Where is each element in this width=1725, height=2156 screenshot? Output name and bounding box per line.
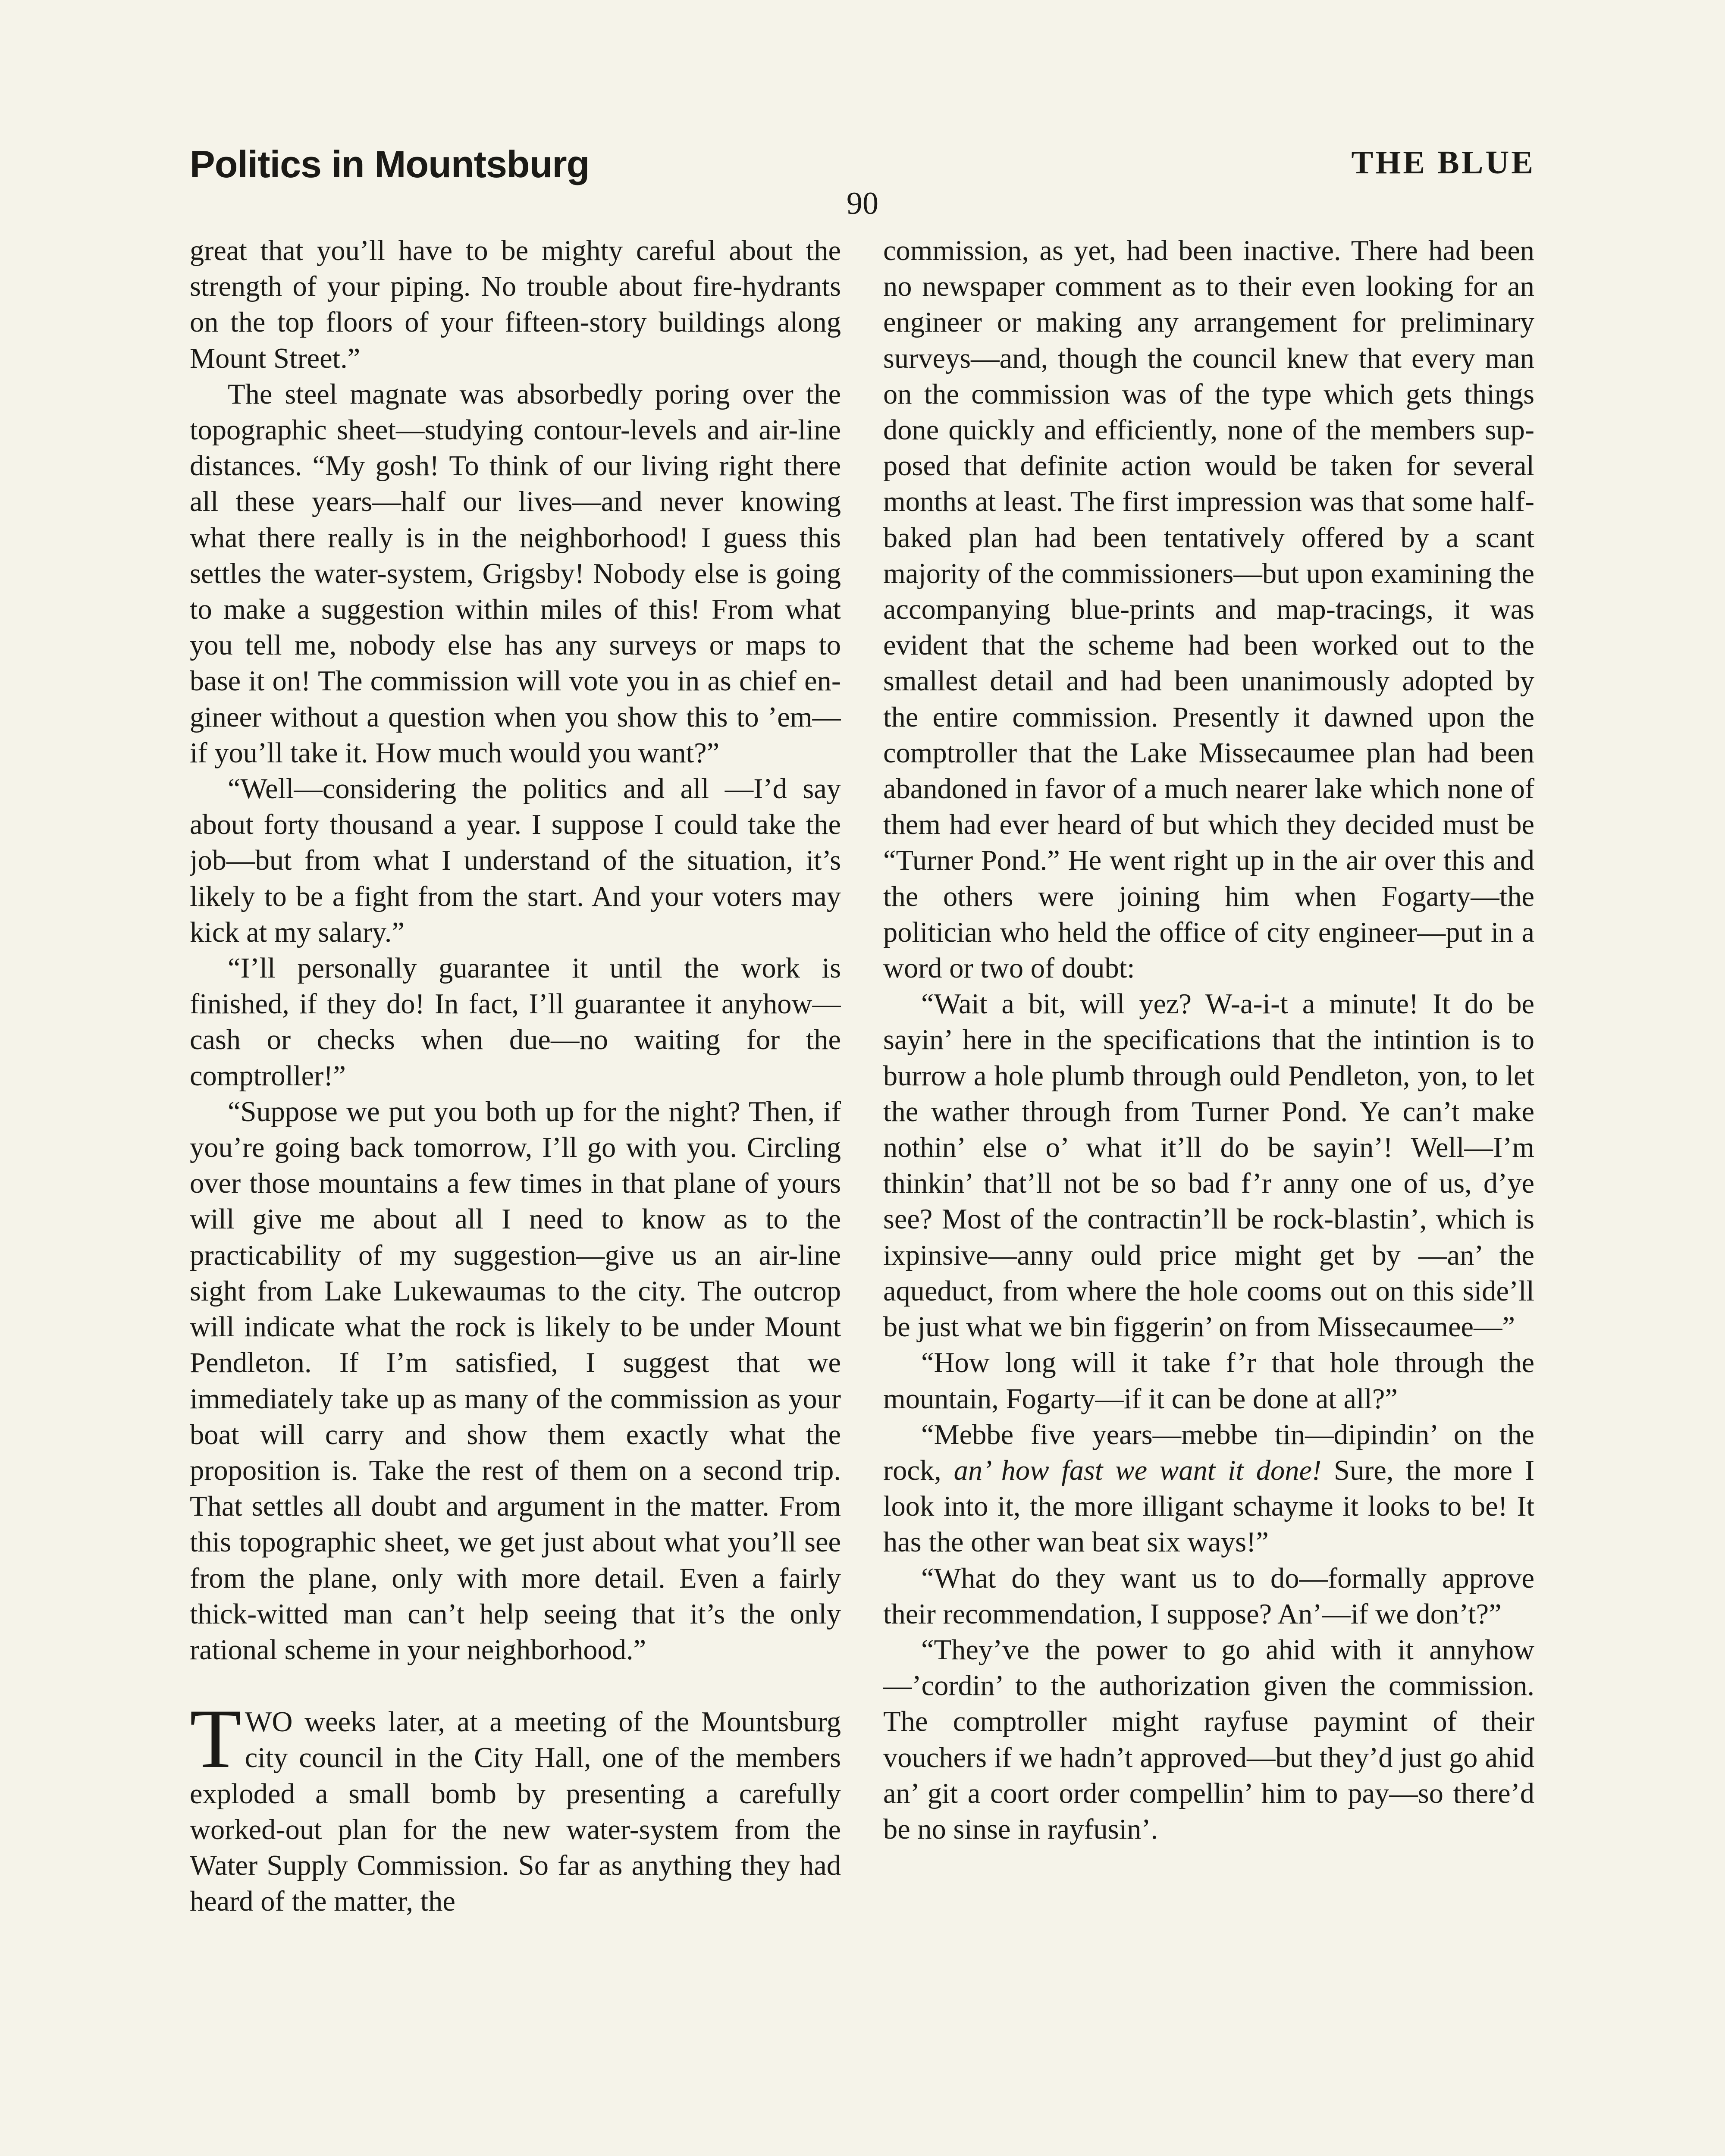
paragraph: “Suppose we put you both up for the night? Then, if you’re going back tomorrow, I’ll go with you. Circling over those mountains a few times in that plane of yours will give me about all I need to know as to the practicability of my suggestion—give us an air-line sight from Lake Lukewaumas to the city. The outcrop will indicate what the rock is likely to be under Mount Pendleton. If I’m satisfied, I suggest that we immediately take up as many of the commission as your boat will carry and show them exactly what the proposition is. Take the rest of them on a second trip. That settles all doubt and argument in the matter. From this topographic sheet, we get just about what you’ll see from the plane, only with more detail. Even a fairly thick-witted man can’t help seeing that it’s the only rational scheme in your neighborhood.” xyxy=(190,1096,841,1666)
drop-cap: T xyxy=(190,1692,242,1786)
paragraph: great that you’ll have to be mighty careful about the strength of your piping. No trouble about fire-hydrants on the top floors of your fifteen-story buildings along Mount Street.” xyxy=(190,235,841,374)
italic-text-run: an’ how fast we want it done! xyxy=(953,1454,1322,1486)
paragraph: “What do they want us to do—formally approve their recommendation, I suppose? An’—if we don’t?” xyxy=(883,1562,1534,1630)
page-number: 90 xyxy=(847,186,878,221)
paragraph: “How long will it take f’r that hole through the mountain, Fogarty—if it can be done at all?” xyxy=(883,1347,1534,1415)
section-start-paragraph xyxy=(190,1692,841,1919)
text-run: Sure, the more I look into it, the more illigant schayme it looks to be! It has the other wan beat six ways!” xyxy=(883,1454,1534,1558)
paragraph: “I’ll personally guarantee it until the work is finished, if they do! In fact, I’ll guarantee it anyhow—cash or checks when due—no waiting for the comptroller!” xyxy=(190,953,841,1092)
left-column xyxy=(190,233,841,2156)
article-title: Politics in Mountsburg xyxy=(190,143,590,185)
paragraph xyxy=(883,1417,1534,1561)
paragraph: “Wait a bit, will yez? W-a-i-t a minute! It do be sayin’ here in the specifications that the intintion is to burrow a hole plumb through ould Pendleton, yon, to let the wather through from Turner Pond. Ye can’t make nothin’ else o’ what it’ll do be sayin’! Well—I’m thinkin’ that’ll not be so bad f’r anny one of us, d’ye see? Most of the contractin’ll be rock-blastin’, which is ixpinsive—anny ould price might get by —an’ the aqueduct, from where the hole cooms out on this side’ll be just what we bin figgerin’ on from Missecaumee—” xyxy=(883,988,1534,1343)
paragraph: “Well—considering the politics and all —I’d say about forty thousand a year. I suppose I could take the job—but from what I understand of the situation, it’s likely to be a fight from the start. And your voters may kick at my salary.” xyxy=(190,773,841,948)
paragraph: commission, as yet, had been inactive. There had been no newspaper comment as to their even looking for an engineer or making any arrangement for preliminary surveys—and, though the council knew that every man on the commission was of the type which gets things done quickly and efficiently, none of the members supposed that definite action would be taken for several months at least. The first impression was that some half-baked plan had been tentatively offered by a scant majority of the commissioners—but upon examining the accompanying blue-prints and map-tracings, it was evident that the scheme had been worked out to the smallest detail and had been unanimously adopted by the entire commission. Presently it dawned upon the comptroller that the Lake Missecaumee plan had been abandoned in favor of a much nearer lake which none of them had ever heard of but which they decided must be “Turner Pond.” He went right up in the air over this and the others were joining him when Fogarty—the politician who held the office of city engineer—put in a word or two of doubt: xyxy=(883,235,1534,984)
paragraph: The steel magnate was absorbedly poring over the topographic sheet—studying contour-levels and air-line distances. “My gosh! To think of our living right there all these years—half our lives—and never knowing what there really is in the neighborhood! I guess this settles the water-system, Grigsby! Nobody else is going to make a suggestion within miles of this! From what you tell me, nobody else has any surveys or maps to base it on! The commission will vote you in as chief engineer without a question when you show this to ’em—if you’ll take it. How much would you want?” xyxy=(190,378,841,769)
right-column xyxy=(883,233,1534,2156)
section-start-text: WO weeks later, at a meeting of the Mountsburg city council in the City Hall, one of the members exploded a small bomb by presenting a carefully worked-out plan for the new water-system from the Water Supply Commission. So far as anything they had heard of the matter, the xyxy=(190,1706,841,1918)
text-run: “Mebbe five years—mebbe tin—dipindin’ on the rock, xyxy=(883,1419,1534,1486)
paragraph: “They’ve the power to go ahid with it annyhow—’cordin’ to the authorization given the commission. The comptroller might rayfuse paymint of their vouchers if we hadn’t approved—but they’d just go ahid an’ git a coort order compellin’ him to pay—so there’d be no sinse in rayfusin’. xyxy=(883,1634,1534,1845)
magazine-name: THE BLUE xyxy=(1351,144,1535,181)
